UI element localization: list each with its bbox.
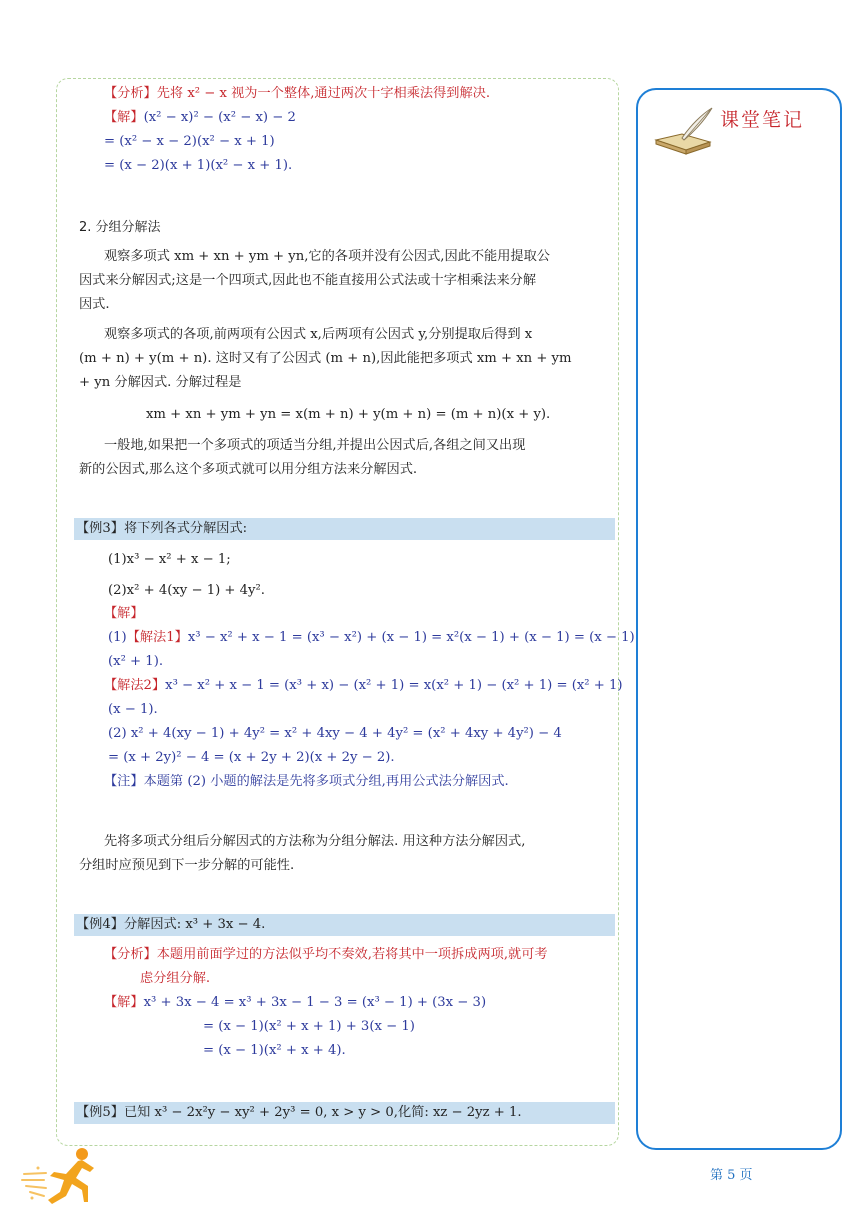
example4-solution-line3: = (x − 1)(x² + x + 4).	[203, 1043, 346, 1058]
example4-analysis-line1	[104, 946, 548, 964]
paragraph-line: 新的公因式,那么这个多项式就可以用分组方法来分解因式.	[79, 462, 418, 477]
example4-analysis-line2: 虑分组分解.	[140, 971, 211, 986]
paragraph-line: 观察多项式 xm + xn + ym + yn,它的各项并没有公因式,因此不能用提取公	[104, 249, 550, 264]
method1-line2: (x² + 1).	[108, 654, 164, 669]
method1-line1	[108, 629, 635, 647]
paragraph-line: 分组时应预见到下一步分解的可能性.	[79, 858, 295, 873]
formula-line: xm + xn + ym + yn = x(m + n) + y(m + n) = (m + n)(x + y).	[146, 407, 551, 422]
part-prefix: (1)	[108, 630, 127, 645]
analysis-text: 先将 x² − x 视为一个整体,通过两次十字相乘法得到解决.	[156, 86, 491, 101]
paragraph-line: (m + n) + y(m + n). 这时又有了公因式 (m + n),因此能把多项式 xm + xn + ym	[79, 351, 572, 366]
section-heading: 2. 分组分解法	[79, 220, 161, 235]
method2-line2: (x − 1).	[108, 702, 158, 717]
note-label: 【注】	[104, 774, 144, 789]
solution-label: 【解】	[104, 110, 144, 125]
example4-solution-line1	[104, 994, 486, 1012]
analysis-label: 【分析】	[104, 86, 157, 101]
runner-icon	[20, 1144, 100, 1206]
notes-panel	[636, 88, 842, 1150]
paragraph-line: 一般地,如果把一个多项式的项适当分组,并提出公因式后,各组之间又出现	[104, 438, 526, 453]
note-text: 本题第 (2) 小题的解法是先将多项式分组,再用公式法分解因式.	[143, 774, 509, 789]
page-number: 第 5 页	[710, 1168, 753, 1183]
paragraph-line: 先将多项式分组后分解因式的方法称为分组分解法. 用这种方法分解因式,	[104, 834, 526, 849]
example5-bar: 【例5】已知 x³ − 2x²y − xy² + 2y³ = 0, x > y > 0,化简: xz − 2yz + 1.	[74, 1102, 615, 1124]
analysis1-line	[104, 85, 490, 103]
paragraph-line: + yn 分解因式. 分解过程是	[79, 375, 242, 390]
question-line: (2)x² + 4(xy − 1) + 4y².	[108, 583, 265, 598]
book-quill-icon	[652, 104, 716, 156]
note-line	[104, 773, 509, 791]
solution1-line1	[104, 109, 296, 127]
analysis-text: 本题用前面学过的方法似乎均不奏效,若将其中一项拆成两项,就可考	[156, 947, 548, 962]
solution-label: 【解】	[104, 606, 144, 621]
solution-label: 【解】	[104, 995, 144, 1010]
example4-bar: 【例4】分解因式: x³ + 3x − 4.	[74, 914, 615, 936]
part2-line2: = (x + 2y)² − 4 = (x + 2y + 2)(x + 2y − 2).	[108, 750, 395, 765]
paragraph-line: 因式来分解因式;这是一个四项式,因此也不能直接用公式法或十字相乘法来分解	[79, 273, 537, 288]
example3-bar: 【例3】将下列各式分解因式:	[74, 518, 615, 540]
paragraph-line: 观察多项式的各项,前两项有公因式 x,后两项有公因式 y,分别提取后得到 x	[104, 327, 533, 342]
notes-title: 课堂笔记	[720, 109, 805, 131]
paragraph-line: 因式.	[79, 297, 110, 312]
part2-line1: (2) x² + 4(xy − 1) + 4y² = x² + 4xy − 4 + 4y² = (x² + 4xy + 4y²) − 4	[108, 726, 562, 741]
example4-solution-line2: = (x − 1)(x² + x + 1) + 3(x − 1)	[203, 1019, 415, 1034]
method1-label: 【解法1】	[126, 630, 188, 645]
method2-text: x³ − x² + x − 1 = (x³ + x) − (x² + 1) = x(x² + 1) − (x² + 1) = (x² + 1)	[165, 678, 623, 693]
solution1-line3: = (x − 2)(x + 1)(x² − x + 1).	[104, 158, 293, 173]
solution-text: (x² − x)² − (x² − x) − 2	[143, 110, 296, 125]
analysis-label: 【分析】	[104, 947, 157, 962]
method2-label: 【解法2】	[104, 678, 166, 693]
solution1-line2: = (x² − x − 2)(x² − x + 1)	[104, 134, 275, 149]
solution-text: x³ + 3x − 4 = x³ + 3x − 1 − 3 = (x³ − 1) + (3x − 3)	[143, 995, 487, 1010]
question-line: (1)x³ − x² + x − 1;	[108, 552, 231, 567]
method2-line1	[104, 677, 623, 695]
method1-text: x³ − x² + x − 1 = (x³ − x²) + (x − 1) = x²(x − 1) + (x − 1) = (x − 1)	[187, 630, 635, 645]
